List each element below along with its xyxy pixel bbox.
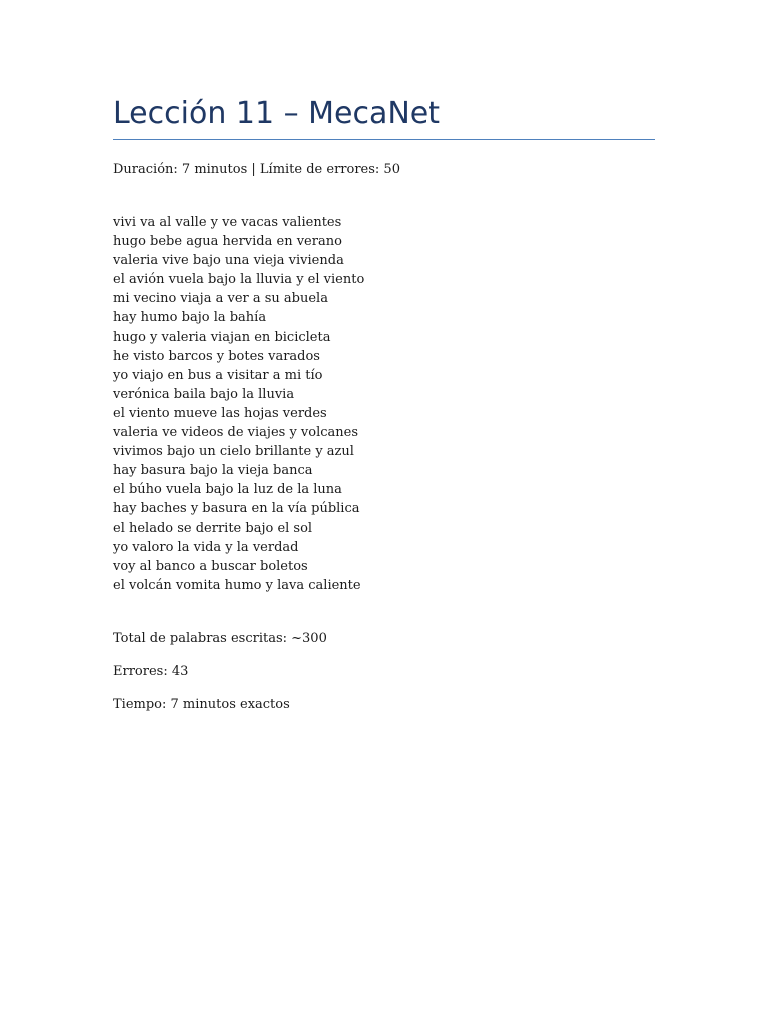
title-divider: [113, 139, 655, 140]
practice-line: el búho vuela bajo la luz de la luna: [113, 482, 342, 498]
errors-stat: Errores: 43: [113, 663, 189, 679]
practice-line: valeria ve videos de viajes y volcanes: [113, 425, 359, 441]
practice-line: yo valoro la vida y la verdad: [113, 539, 299, 555]
practice-line: voy al banco a buscar boletos: [113, 558, 308, 574]
practice-line: el volcán vomita humo y lava caliente: [113, 577, 361, 593]
document-page: [113, 92, 655, 714]
practice-line: he visto barcos y botes varados: [113, 348, 320, 364]
total-words-stat: Total de palabras escritas: ~300: [113, 630, 327, 646]
practice-line: hugo y valeria viajan en bicicleta: [113, 329, 331, 345]
time-stat: Tiempo: 7 minutos exactos: [113, 696, 290, 712]
practice-line: valeria vive bajo una vieja vivienda: [113, 253, 344, 269]
practice-line: vivimos bajo un cielo brillante y azul: [113, 444, 354, 460]
practice-line: el viento mueve las hojas verdes: [113, 405, 327, 421]
page-title: Lección 11 – MecaNet: [113, 96, 440, 131]
practice-line: hay baches y basura en la vía pública: [113, 501, 360, 517]
practice-line: yo viajo en bus a visitar a mi tío: [113, 367, 323, 383]
practice-line: hugo bebe agua hervida en verano: [113, 234, 342, 250]
practice-line: el avión vuela bajo la lluvia y el viento: [113, 272, 365, 288]
practice-line: hay basura bajo la vieja banca: [113, 463, 313, 479]
practice-line: el helado se derrite bajo el sol: [113, 520, 313, 536]
practice-lines: [113, 213, 655, 595]
practice-line: vivi va al valle y ve vacas valientes: [113, 215, 342, 230]
practice-line: verónica baila bajo la lluvia: [113, 386, 295, 402]
practice-line: hay humo bajo la bahía: [113, 310, 267, 326]
lesson-meta: Duración: 7 minutos | Límite de errores: 50: [113, 162, 400, 177]
practice-line: mi vecino viaja a ver a su abuela: [113, 291, 328, 307]
